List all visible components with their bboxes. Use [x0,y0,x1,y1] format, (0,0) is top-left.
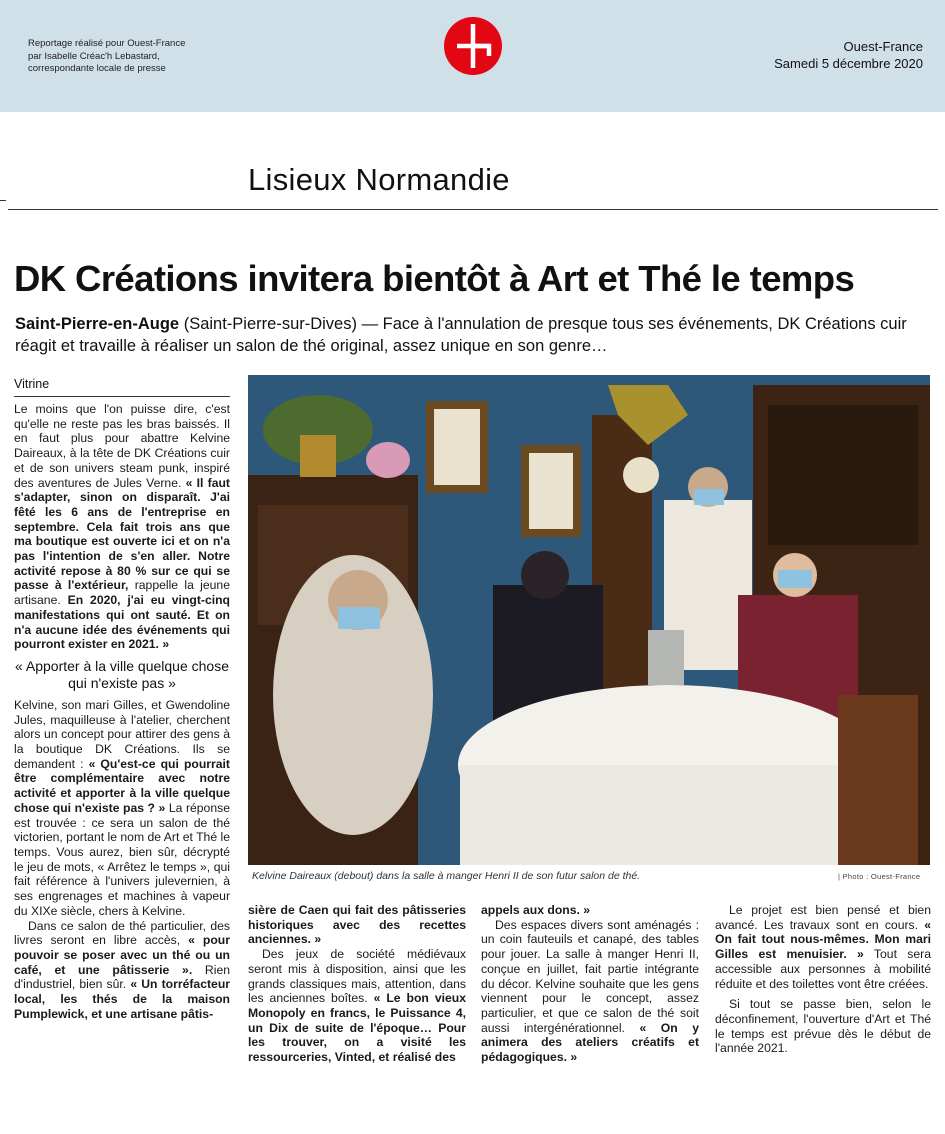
publication-name: Ouest-France [843,39,923,54]
article-column-1 [14,402,230,1021]
article-photo [248,375,930,865]
credit-line: par Isabelle Créac'h Lebastard, [28,50,160,62]
article-column-2 [248,903,466,1065]
lede [15,313,915,357]
paragraph: Le projet est bien pensé et bien avancé. Les travaux sont en cours. « On fait tout nous-mêmes. Mon mari Gilles est menuisier. » Tout sera accessible aux personnes à mobilité réduite et des toilettes vont être créées. [715,903,931,991]
paragraph: Des espaces divers sont aménagés : un coin fauteuils et canapé, des tables pour jouer. La salle à manger Henri II, conçue en juillet, fait partie intégrante du décor. Kelvine souhaite que les gens viennent pour le concept, assez particulier, et que ce salon de thé soit aussi intergénérationnel. « On y animera des ateliers créatifs et pédagogiques. » [481,917,699,1065]
lede-place: Saint-Pierre-en-Auge [15,315,180,333]
lede-text: (Saint-Pierre-sur-Dives) — Face à l'annulation de presque tous ses événements, DK Créations cuir réagit et travaille à réaliser un salon de thé original, assez unique en son genre… [15,315,907,355]
paragraph: Le moins que l'on puisse dire, c'est qu'elle ne reste pas les bras baissés. Il en faut plus pour abattre Kelvine Daireaux, à la tête de DK Créations cuir et de son univers steam punk, inspiré des aventures de Jules Verne. « Il faut s'adapter, sinon on disparaît. J'ai fêté les 6 ans de l'entreprise en septembre. Cela fait trois ans que ma boutique est ouverte ici et on n'a pas l'intention de s'en aller. Notre activité repose à 80 % sur ce qui se passe à l'extérieur, rappelle la jeune artisane. En 2020, j'ai eu vingt-cinq manifestations qui ont sauté. Et on n'a aucune idée des événements qui pourront exister en 2021. » [14,402,230,652]
paragraph: Des jeux de société médiévaux seront mis à disposition, ainsi que les grands classiques mais, attention, dans les anciennes boîtes. « Le bon vieux Monopoly en francs, le Puissance 4, un Dix de suite de l'époque… Pour les trouver, on a visité les ressourceries, Vinted, et réalisé des [248,947,466,1065]
article-column-4 [715,903,931,1056]
rubric-label: Vitrine [14,377,50,391]
paragraph: appels aux dons. » [481,903,591,917]
rubric-divider [14,396,230,397]
section-title: Lisieux Normandie [248,162,510,197]
paragraph: Si tout se passe bien, selon le déconfinement, l'ouverture d'Art et Thé le temps est prévue dès le début de l'année 2021. [715,997,931,1056]
photo-credit: | Photo : Ouest-France [838,872,921,881]
ouest-france-logo-icon [443,16,503,76]
section-divider [8,209,938,210]
photo-illustration [248,375,930,865]
credit-line: Reportage réalisé pour Ouest-France [28,38,186,49]
credit-line: correspondante locale de presse [28,63,166,74]
crop-mark [0,200,6,201]
article-column-3 [481,903,699,1065]
photo-caption: Kelvine Daireaux (debout) dans la salle à manger Henri II de son futur salon de thé. [252,870,641,882]
publication-date: Samedi 5 décembre 2020 [774,56,923,71]
paragraph: Kelvine, son mari Gilles, et Gwendoline Jules, maquilleuse à l'atelier, cherchent alors un concept pour attirer des gens à la boutique DK Créations. Ils se demandent : « Qu'est-ce qui pourrait être complémentaire avec notre activité et apporter à la ville quelque chose qui n'existe pas ? » La réponse est trouvée : ce sera un salon de thé victorien, portant le nom de Art et Thé le temps. Vous aurez, bien sûr, décrypté le jeu de mots, « Arrêtez le temps », qui fait référence à l'univers julevernien, à ses engrenages et machines à vapeur du XIXe siècle, chers à Kelvine. [14,697,230,918]
paragraph: sière de Caen qui fait des pâtisseries historiques avec des recettes anciennes. » [248,903,466,947]
subheading: « Apporter à la ville quelque chose qui n'existe pas » [14,657,230,691]
publication-info [774,38,923,72]
paragraph: Dans ce salon de thé particulier, des livres seront en libre accès, « pour pouvoir se poser avec un thé ou un café, et une pâtisserie ». Rien d'industriel, bien sûr. « Un torréfacteur local, les thés de la maison Pumplewick, et une artisane pâtis- [14,918,231,1021]
reporter-credit [28,38,185,76]
headline: DK Créations invitera bientôt à Art et Thé le temps [14,258,855,299]
